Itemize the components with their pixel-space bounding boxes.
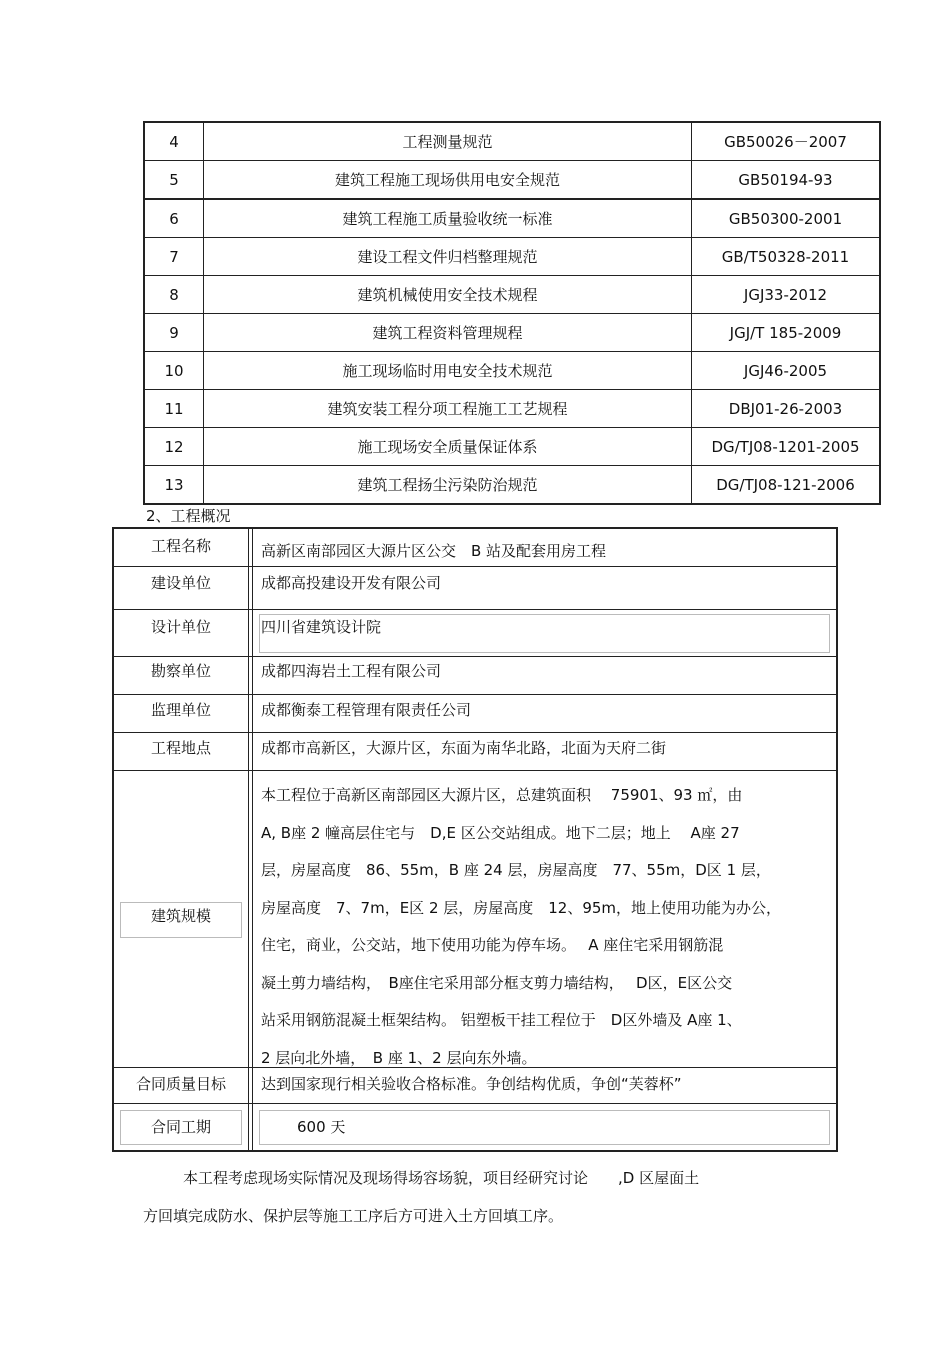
scale-line: 房屋高度 7、7m，E区 2 层，房屋高度 12、95m，地上使用功能为办公， xyxy=(261,898,782,917)
location-value: 成都市高新区，大源片区，东面为南华北路，北面为天府二街 xyxy=(261,739,667,757)
standard-number: 7 xyxy=(144,238,204,276)
project-name-value: 高新区南部园区大源片区公交 B 站及配套用房工程 xyxy=(261,542,607,560)
designer-label: 设计单位 xyxy=(150,618,211,636)
standard-row xyxy=(144,390,880,428)
survey-value: 成都四海岩土工程有限公司 xyxy=(261,662,442,680)
standard-name: 建筑工程施工现场供用电安全规范 xyxy=(204,161,692,200)
standard-name: 建筑工程扬尘污染防治规范 xyxy=(204,466,692,505)
standard-name: 建筑工程资料管理规程 xyxy=(204,314,692,352)
standard-code: DG/TJ08-121-2006 xyxy=(692,466,881,505)
standard-code: DBJ01-26-2003 xyxy=(692,390,881,428)
scale-line: 本工程位于高新区南部园区大源片区，总建筑面积 75901、93 ㎡，由 xyxy=(261,786,743,804)
designer-value: 四川省建筑设计院 xyxy=(261,618,382,636)
row-scale xyxy=(114,770,836,1068)
supervisor-label: 监理单位 xyxy=(150,701,211,719)
standard-name: 建设工程文件归档整理规范 xyxy=(204,238,692,276)
standard-number: 11 xyxy=(144,390,204,428)
standard-number: 8 xyxy=(144,276,204,314)
paragraph-line-2: 方回填完成防水、保护层等施工工序后方可进入土方回填工序。 xyxy=(143,1207,564,1225)
project-name-label: 工程名称 xyxy=(150,537,211,555)
location-label: 工程地点 xyxy=(150,739,211,757)
standard-number: 13 xyxy=(144,466,204,505)
standard-number: 9 xyxy=(144,314,204,352)
standard-row xyxy=(144,199,880,238)
row-location xyxy=(114,732,836,771)
standard-name: 施工现场临时用电安全技术规范 xyxy=(204,352,692,390)
standard-row xyxy=(144,314,880,352)
standard-code: GB50300-2001 xyxy=(692,199,881,238)
quality-value: 达到国家现行相关验收合格标准。争创结构优质，争创“芙蓉杯” xyxy=(261,1075,682,1093)
row-project-name xyxy=(114,529,836,566)
standard-number: 5 xyxy=(144,161,204,200)
standard-number: 6 xyxy=(144,199,204,238)
overview-table xyxy=(112,527,838,1152)
standard-row xyxy=(144,276,880,314)
standards-table xyxy=(143,121,881,505)
scale-line: 凝土剪力墙结构， B座住宅采用部分框支剪力墙结构， D区，E区公交 xyxy=(261,973,733,992)
section-title: 2、工程概况 xyxy=(146,507,231,525)
standard-number: 4 xyxy=(144,122,204,161)
row-designer xyxy=(114,609,836,657)
scale-label: 建筑规模 xyxy=(150,907,211,925)
scale-line: 2 层向北外墙， B 座 1、2 层向东外墙。 xyxy=(261,1048,537,1067)
quality-label: 合同质量目标 xyxy=(135,1075,226,1093)
scale-line: A, B座 2 幢高层住宅与 D,E 区公交站组成。地下二层；地上 A座 27 xyxy=(261,823,740,842)
standard-name: 建筑工程施工质量验收统一标准 xyxy=(204,199,692,238)
row-builder xyxy=(114,566,836,610)
supervisor-value: 成都衡泰工程管理有限责任公司 xyxy=(261,701,472,719)
row-quality xyxy=(114,1067,836,1104)
paragraph-line-1: 本工程考虑现场实际情况及现场得场容场貌，项目经研究讨论 ,D 区屋面土 xyxy=(183,1169,700,1187)
row-survey xyxy=(114,656,836,695)
standard-row xyxy=(144,352,880,390)
builder-value: 成都高投建设开发有限公司 xyxy=(261,574,442,592)
survey-label: 勘察单位 xyxy=(150,662,211,680)
scale-line: 住宅，商业，公交站，地下使用功能为停车场。 A 座住宅采用钢筋混 xyxy=(261,936,724,954)
duration-label: 合同工期 xyxy=(150,1118,211,1136)
standard-code: JGJ/T 185-2009 xyxy=(692,314,881,352)
standard-code: GB50026－2007 xyxy=(692,122,881,161)
builder-label: 建设单位 xyxy=(150,574,211,592)
standard-code: DG/TJ08-1201-2005 xyxy=(692,428,881,466)
standard-name: 建筑安装工程分项工程施工工艺规程 xyxy=(204,390,692,428)
scale-line: 层，房屋高度 86、55m，B 座 24 层，房屋高度 77、55m，D区 1 层， xyxy=(261,861,771,879)
scale-description xyxy=(261,777,833,1077)
standard-name: 建筑机械使用安全技术规程 xyxy=(204,276,692,314)
scale-line: 站采用钢筋混凝土框架结构。 铝塑板干挂工程位于 D区外墙及 A座 1、 xyxy=(261,1011,742,1029)
standard-name: 工程测量规范 xyxy=(204,122,692,161)
standard-row xyxy=(144,428,880,466)
standard-name: 施工现场安全质量保证体系 xyxy=(204,428,692,466)
standard-code: GB/T50328-2011 xyxy=(692,238,881,276)
standard-code: JGJ33-2012 xyxy=(692,276,881,314)
row-supervisor xyxy=(114,694,836,733)
standard-row xyxy=(144,122,880,161)
standard-row xyxy=(144,466,880,505)
standard-code: GB50194-93 xyxy=(692,161,881,200)
row-duration xyxy=(114,1103,836,1151)
duration-value: 600 天 xyxy=(297,1118,346,1136)
standard-row xyxy=(144,161,880,200)
standard-number: 10 xyxy=(144,352,204,390)
standard-row xyxy=(144,238,880,276)
standard-number: 12 xyxy=(144,428,204,466)
standard-code: JGJ46-2005 xyxy=(692,352,881,390)
